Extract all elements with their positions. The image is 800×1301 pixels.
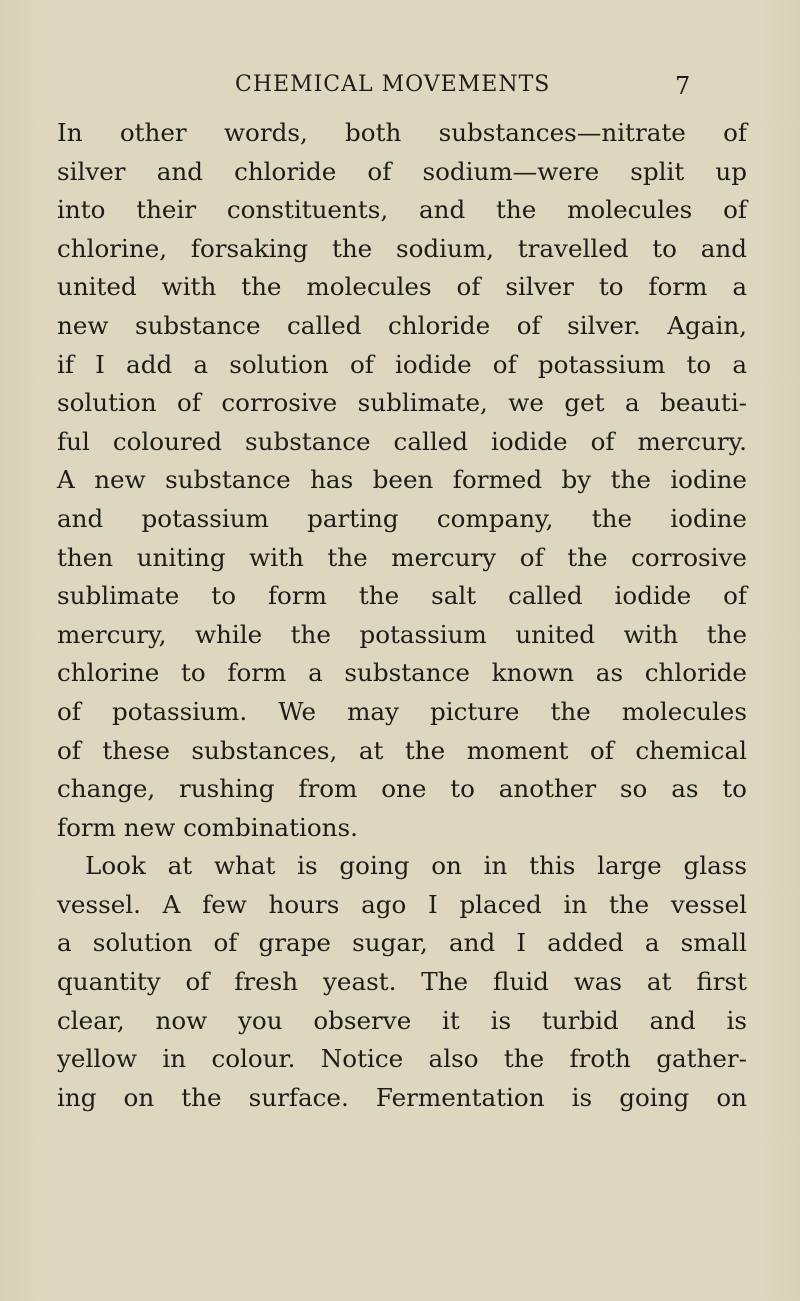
- running-title: CHEMICAL MOVEMENTS: [235, 72, 551, 97]
- text-line: sublimate to form the salt called iodide of: [57, 581, 747, 611]
- text-line: a solution of grape sugar, and I added a small: [57, 928, 747, 958]
- page-number: 7: [675, 72, 691, 100]
- text-line: if I add a solution of iodide of potassium to a: [57, 349, 747, 379]
- text-line: vessel. A few hours ago I placed in the vessel: [57, 889, 747, 919]
- text-line: chlorine to form a substance known as chloride: [57, 658, 747, 688]
- text-line: new substance called chloride of silver. Again,: [57, 310, 747, 340]
- text-line: clear, now you observe it is turbid and is: [57, 1005, 747, 1035]
- text-line: ing on the surface. Fermentation is going on: [57, 1082, 747, 1112]
- text-line: of these substances, at the moment of chemical: [57, 735, 747, 765]
- text-line: solution of corrosive sublimate, we get a beauti-: [57, 388, 747, 418]
- text-line: quantity of fresh yeast. The fluid was at first: [57, 967, 747, 997]
- text-line: united with the molecules of silver to form a: [57, 272, 747, 302]
- text-line: yellow in colour. Notice also the froth gather-: [57, 1044, 747, 1074]
- text-line: chlorine, forsaking the sodium, travelled to and: [57, 233, 747, 263]
- text-line: and potassium parting company, the iodine: [57, 503, 747, 533]
- body-text: [57, 114, 747, 1117]
- running-head: [0, 72, 800, 108]
- text-line: form new combinations.: [57, 812, 358, 842]
- text-line: of potassium. We may picture the molecules: [57, 696, 747, 726]
- text-line: mercury, while the potassium united with the: [57, 619, 747, 649]
- text-line: ful coloured substance called iodide of mercury.: [57, 426, 747, 456]
- text-line: In other words, both substances—nitrate of: [57, 118, 747, 147]
- text-line: then uniting with the mercury of the corrosive: [57, 542, 747, 572]
- text-line: into their constituents, and the molecules of: [57, 195, 747, 225]
- text-line: silver and chloride of sodium—were split up: [57, 156, 747, 186]
- text-line: change, rushing from one to another so as to: [57, 774, 747, 804]
- text-line: Look at what is going on in this large glass: [85, 851, 747, 881]
- text-line: A new substance has been formed by the iodine: [57, 465, 747, 495]
